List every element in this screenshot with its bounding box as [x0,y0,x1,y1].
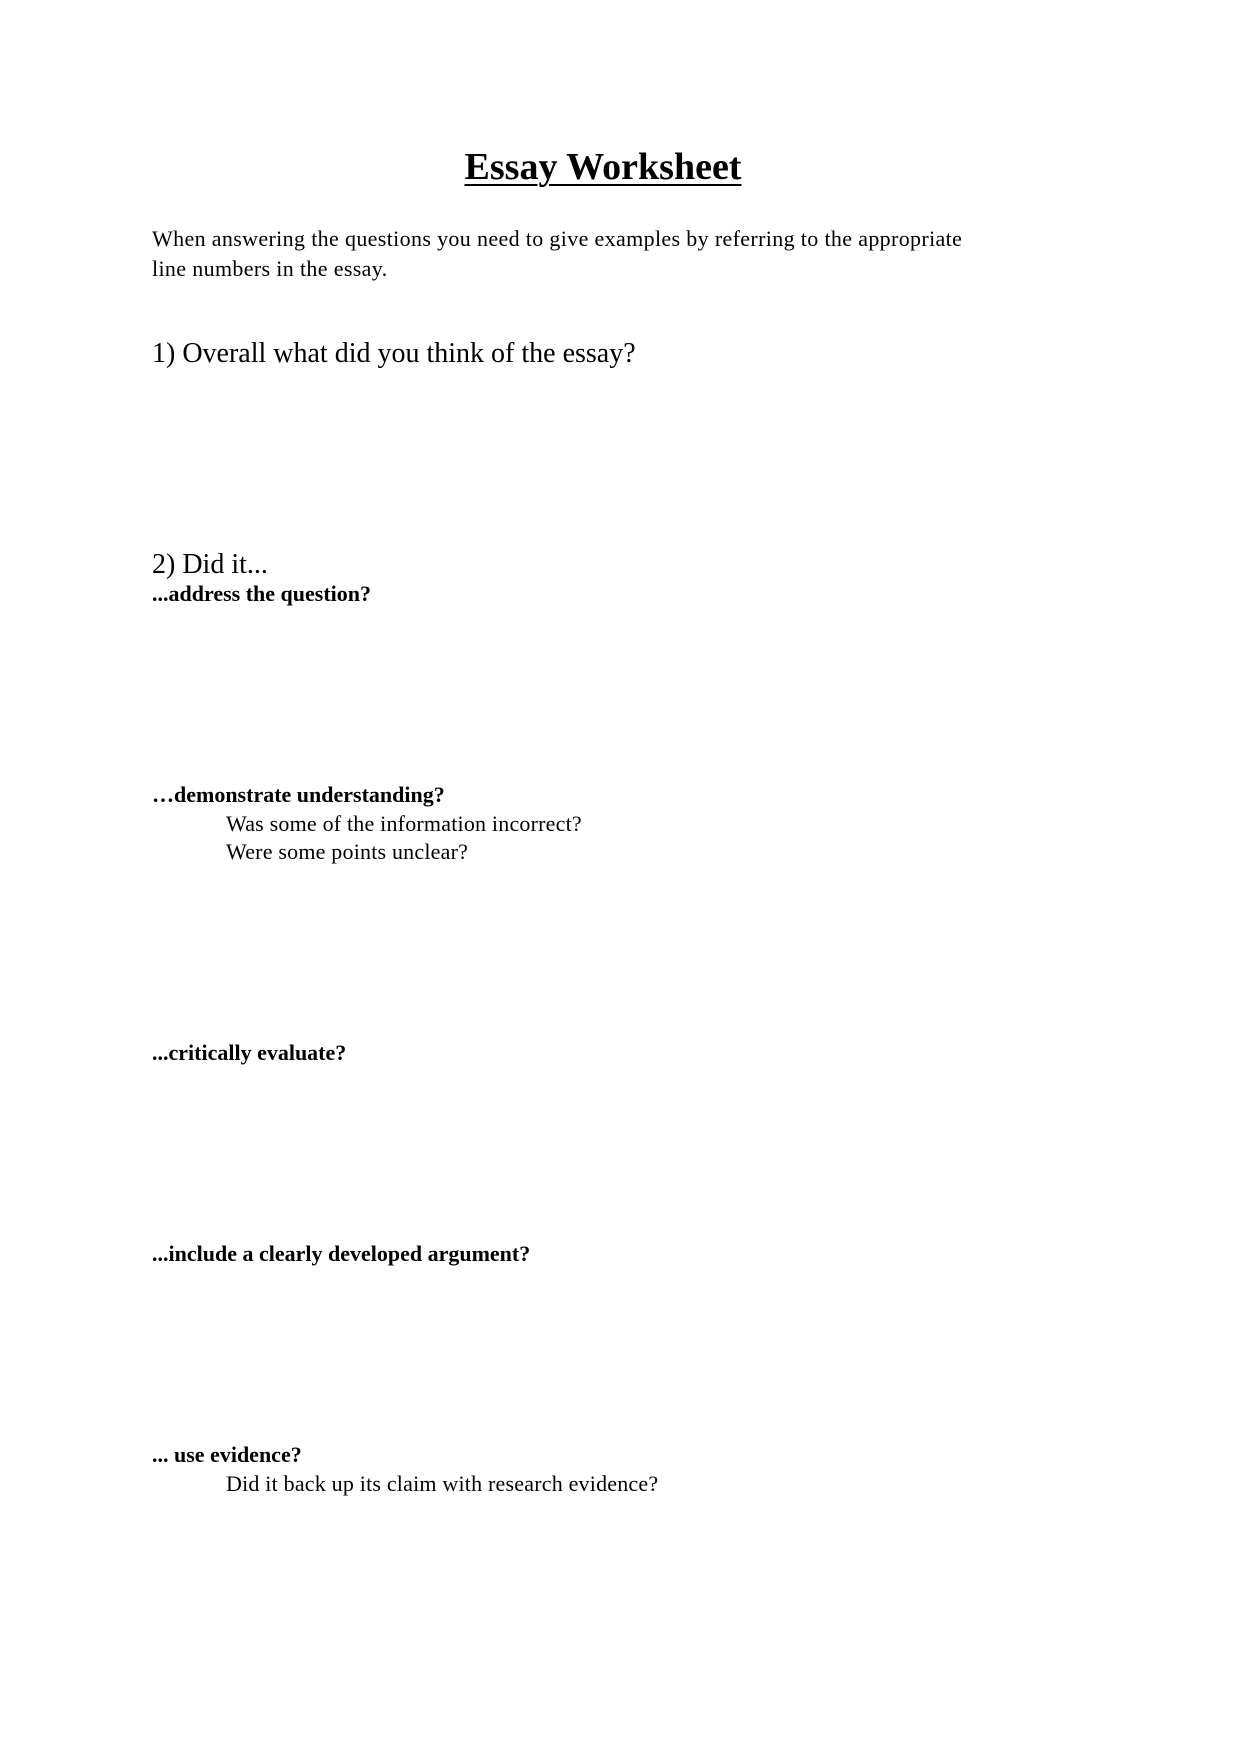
instructions-paragraph [152,224,1072,284]
question-1: 1) Overall what did you think of the essay? [152,338,636,369]
sub-question-evaluate: ...critically evaluate? [152,1040,347,1065]
question-2-heading: 2) Did it... [152,549,268,580]
sub-question-address: ...address the question? [152,581,372,606]
sub-question-argument: ...include a clearly developed argument? [152,1241,531,1266]
sub-question-understanding: …demonstrate understanding? [152,782,445,807]
instructions-line-2: line numbers in the essay. [152,256,388,281]
sub-question-evidence: ... use evidence? [152,1442,302,1467]
understanding-detail-1: Was some of the information incorrect? [226,811,582,836]
evidence-detail-1: Did it back up its claim with research evidence? [226,1471,659,1496]
understanding-detail-2: Were some points unclear? [226,839,469,864]
page-title: Essay Worksheet [464,146,742,188]
instructions-line-1: When answering the questions you need to give examples by referring to the appropriate [152,226,963,251]
